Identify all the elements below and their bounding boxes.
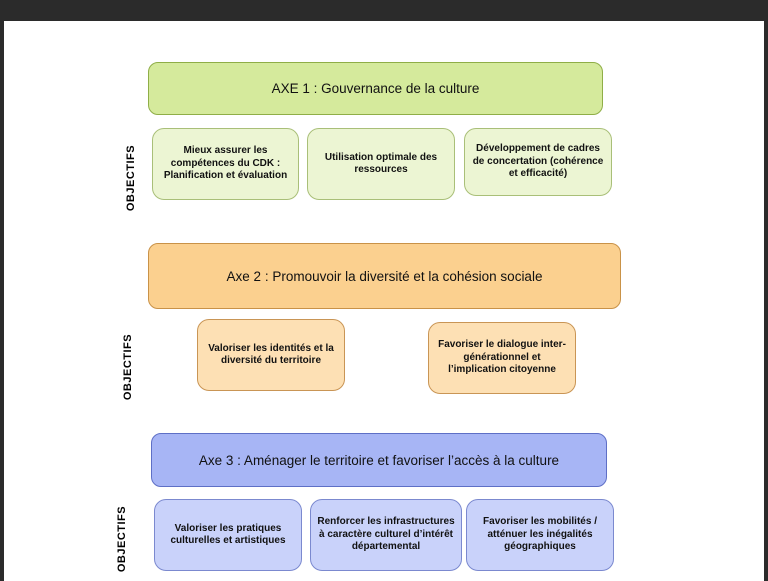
axe-1-objective-2: Utilisation optimale des ressources xyxy=(307,128,455,200)
window-top-bar xyxy=(0,0,768,14)
axe-3-objectives-label: OBJECTIFS xyxy=(116,505,128,573)
axe-3-objective-3: Favoriser les mobilités / atténuer les inégalités géographiques xyxy=(466,499,614,571)
axe-2-objective-2: Favoriser le dialogue inter-générationnel et l’implication citoyenne xyxy=(428,322,576,394)
diagram-page xyxy=(4,21,764,581)
axe-1-box: AXE 1 : Gouvernance de la culture xyxy=(148,62,603,115)
axe-1-objectives-label: OBJECTIFS xyxy=(125,144,137,212)
axe-2-objective-1: Valoriser les identités et la diversité du territoire xyxy=(197,319,345,391)
axe-3-objective-2: Renforcer les infrastructures à caractère culturel d’intérêt départemental xyxy=(310,499,462,571)
axe-3-box: Axe 3 : Aménager le territoire et favoriser l’accès à la culture xyxy=(151,433,607,487)
axe-1-objective-1: Mieux assurer les compétences du CDK : Planification et évaluation xyxy=(152,128,299,200)
axe-2-objectives-label: OBJECTIFS xyxy=(122,333,134,401)
axe-3-objective-1: Valoriser les pratiques culturelles et artistiques xyxy=(154,499,302,571)
axe-2-title: Axe 2 : Promouvoir la diversité et la cohésion sociale xyxy=(226,268,543,284)
axe-1-objective-3: Développement de cadres de concertation (cohérence et efficacité) xyxy=(464,128,612,196)
axe-2-box xyxy=(148,243,621,309)
